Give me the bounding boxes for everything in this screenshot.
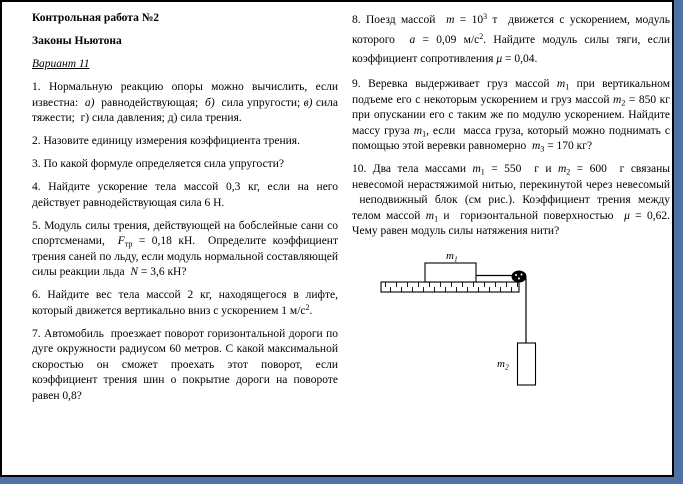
doc-variant: Вариант 11 <box>32 58 90 70</box>
left-problems <box>32 80 338 404</box>
block-m1 <box>425 263 476 282</box>
problem-8: 8. Поезд массой $m = 10^3$ т движется с ускорением, модуль которого a = 0,09 $м/с^2$. Найдите модуль силы тяги, если коэффициент сопротивления μ = 0,04. <box>352 12 671 65</box>
problem-9: 9. Веревка выдерживает груз массой $m_1$ при вертикальном подъеме его с некоторым ускорением и груз массой $m_2 = 850$ кг при опускании его с таким же по модулю ускорением. Найдите массу груза $m_1$, если масса груза, который можно поднимать с помощью этой веревки равномерно $m_3 = 170$ кг? <box>352 78 670 154</box>
block-m2 <box>518 343 536 385</box>
problem-4: 4. Найдите ускорение тела массой 0,3 кг, если на него действует равнодействующая сила 6 Н. <box>32 181 338 209</box>
pulley-figure <box>352 247 670 389</box>
doc-title: Контрольная работа №2 <box>32 12 159 24</box>
problem-1: 1. Нормальную реакцию опоры можно вычислить, если известна: а) равнодействующая; б) сила упругости; в) сила тяжести; г) сила давления; д) сила трения. <box>32 81 338 124</box>
table-surface <box>381 282 519 292</box>
problem-7: 7. Автомобиль проезжает поворот горизонтальной дороги по дуге окружности радиусом 60 метров. С какой максимальной скоростью он сможет проехать этот поворот, если коэффициент трения шин о покрытие дороги на повороте равен 0,8? <box>32 327 338 402</box>
right-column <box>352 11 670 389</box>
doc-subtitle: Законы Ньютона <box>32 35 122 47</box>
figure-label-m1: $m_1$ <box>446 250 458 264</box>
problem-3: 3. По какой формуле определяется сила упругости? <box>32 158 284 170</box>
right-problems <box>352 11 670 240</box>
figure-label-m2: $m_2$ <box>497 358 509 372</box>
problem-10: 10. Два тела массами $m_1 = 550$ г и $m_2 = 600$ г связаны невесомой нерастяжимой нитью, перекинутой через невесомый неподвижный блок (см рис.). Коэффициент трения между телом массой $m_1$ и горизонтальной поверхностью μ = 0,62. Чему равен модуль силы натяжения нити? <box>352 163 671 237</box>
problem-5: 5. Модуль силы трения, действующей на бобслейные сани со спортсменами, $F_{тр} = 0,18$ кН. Определите коэффициент трения саней по льду, если модуль нормальной составляющей силы реакции льда N = 3,6 кН? <box>32 219 338 278</box>
pulley-icon <box>512 271 527 283</box>
left-column <box>32 11 338 412</box>
problem-6: 6. Найдите вес тела массой 2 кг, находящегося в лифте, который движется вертикально вниз с ускорением 1 $м/с^2$. <box>32 289 338 317</box>
problem-2: 2. Назовите единицу измерения коэффициента трения. <box>32 135 300 147</box>
